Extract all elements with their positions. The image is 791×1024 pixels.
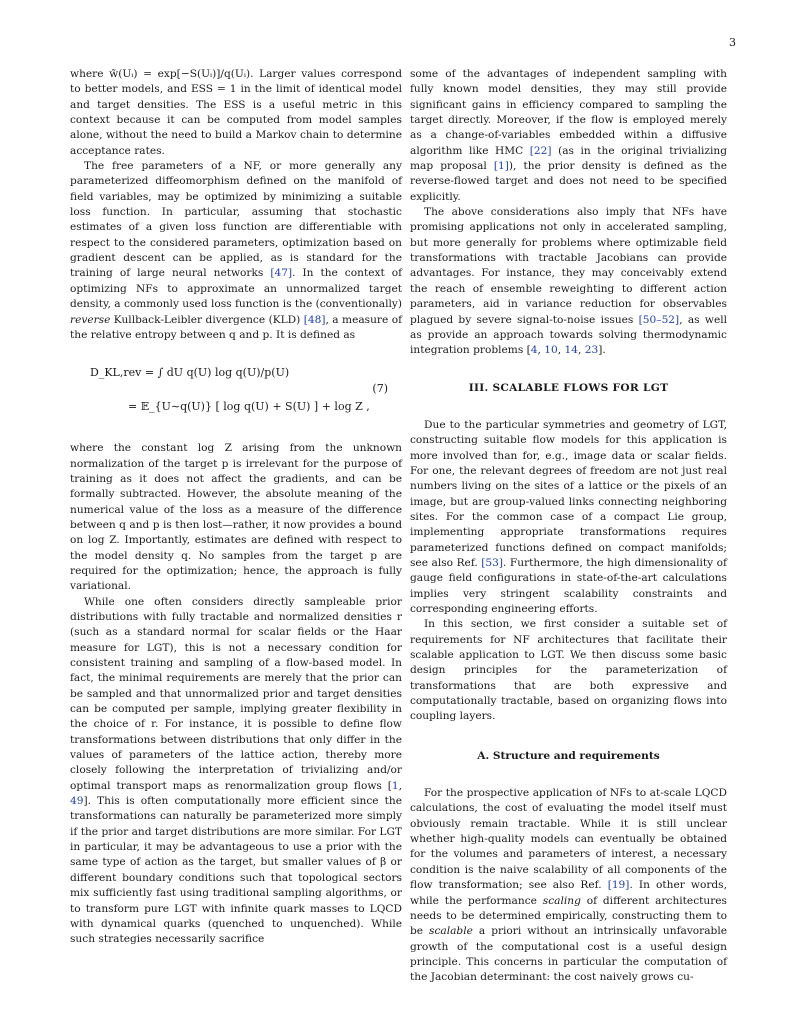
page-number: 3 <box>729 36 736 49</box>
citation-link[interactable]: 23 <box>584 344 599 357</box>
right-column <box>410 67 727 986</box>
citation-link[interactable]: [48] <box>303 313 326 326</box>
left-column <box>70 67 402 948</box>
citation-link[interactable]: [53] <box>481 556 504 569</box>
citation-link[interactable]: 49 <box>70 795 84 808</box>
citation-link[interactable]: 14 <box>564 344 578 357</box>
equation-line-2: = 𝔼_{U∼q(U)} [ log q(U) + S(U) ] + log Z , <box>128 400 370 414</box>
paragraph: where the constant log Z arising from the unknown normalization of the target p is irrelevant for the purpose of training as it does not affect the gradients, and can be formally subtracted. However, the absolute meaning of the numerical value of the loss as a measure of the difference between q and p is then lost—rather, it now provides a bound on log Z. Importantly, estimates are defined with respect to the model density q. No samples from the target p are required for the optimization; hence, the approach is fully variational. <box>70 442 402 593</box>
paragraph: While one often considers directly sampleable prior distributions with fully tractable and normalized densities r (such as a standard normal for scalar fields or the Haar measure for LGT), this is not a necessary condition for consistent training and sampling of a flow-based model. In fact, the minimal requirements are merely that the prior can be sampled and that unnormalized prior and target densities can be computed per sample, implying greater flexibility in the choice of r. For instance, it is possible to define flow transformations between distributions that only differ in the values of parameters of the lattice action, thereby more closely following the interpretation of trivializing and/or optimal transport maps as renormalization group flows [1, 49]. This is often computationally more efficient since the transformations can naturally be parameterized more simply if the prior and target distributions are more similar. For LGT in particular, it may be advantageous to use a prior with the same type of action as the target, but smaller values of β or different boundary conditions such that topological sectors mix sufficiently fast using traditional sampling algorithms, or to transform pure LGT with infinite quark masses to LQCD with dynamical quarks (quenched to unquenched). While such strategies necessarily sacrifice <box>70 595 402 946</box>
citation-link[interactable]: [19] <box>607 879 630 892</box>
equation-7 <box>70 357 402 427</box>
paragraph: The above considerations also imply that NFs have promising applications not only in accelerated sampling, but more generally for problems where optimizable field transformations with tractable Jacobians can provide advantages. For instance, they may conceivably extend the reach of ensemble reweighting to different action parameters, aid in variance reduction for observables plagued by severe signal-to-noise issues [50–52], as well as provide an approach towards solving thermodynamic integration problems [4, 10, 14, 23]. <box>410 206 727 357</box>
paragraph: Due to the particular symmetries and geometry of LGT, constructing suitable flow models for this application is more involved than for, e.g., image data or scalar fields. For one, the relevant degrees of freedom are not just real numbers living on the sites of a lattice or the pixels of an image, but are group-valued links connecting neighboring sites. For the common case of a compact Lie group, implementing appropriate transformations requires parameterized functions defined on compact manifolds; see also Ref. [53]. Furthermore, the high dimensionality of gauge field configurations in state-of-the-art calculations implies very stringent scalability constraints and corresponding engineering efforts. <box>410 418 727 615</box>
citation-link[interactable]: [50–52] <box>638 313 680 326</box>
citation-link[interactable]: 10 <box>544 344 558 357</box>
paragraph: In this section, we first consider a suitable set of requirements for NF architectures that facilitate their scalable application to LGT. We then discuss some basic design principles for the parameterization of transformations that are both expressive and computationally tractable, based on organizing flows into coupling layers. <box>410 618 727 723</box>
paragraph: some of the advantages of independent sampling with fully known model densities, they may still provide significant gains in efficiency compared to sampling the target directly. Moreover, if the flow is employed merely as a change-of-variables embedded within a diffusive algorithm like HMC [22] (as in the original trivializing map proposal [1]), the prior density is defined as the reverse-flowed target and does not need to be specified explicitly. <box>410 68 728 203</box>
citation-link[interactable]: [22] <box>529 144 552 157</box>
subsection-heading: A. Structure and requirements <box>477 749 660 762</box>
paragraph: For the prospective application of NFs to at-scale LQCD calculations, the cost of evaluating the model itself must obviously remain tractable. While it is still unclear whether high-quality models can eventually be obtained for the volumes and parameters of interest, a necessary condition is the naive scalability of all components of the flow transformation; see also Ref. [19]. In other words, while the performance scaling of different architectures needs to be determined empirically, constructing them to be scalable a priori without an intrinsically unfavorable growth of the computational cost is a useful design principle. This concerns in particular the computation of the Jacobian determinant: the cost naively grows cu- <box>410 787 727 984</box>
section-heading: III. SCALABLE FLOWS FOR LGT <box>468 381 669 394</box>
equation-line-1: D_KL,rev = ∫ dU q(U) log q(U)/p(U) <box>90 366 290 380</box>
equation-number: (7) <box>372 382 388 396</box>
citation-link[interactable]: 1 <box>391 779 399 792</box>
paragraph: The free parameters of a NF, or more generally any parameterized diffeomorphism defined on the manifold of field variables, may be optimized by minimizing a suitable loss function. In particular, assuming that stochastic estimates of a given loss function are differentiable with respect to the considered parameters, optimization based on gradient descent can be applied, as is standard for the training of large neural networks [47]. In the context of optimizing NFs to approximate an unnormalized target density, a commonly used loss function is the (conventionally) reverse Kullback-Leibler divergence (KLD) [48], a measure of the relative entropy between q and p. It is defined as <box>70 160 403 341</box>
citation-link[interactable]: [47] <box>270 267 293 280</box>
paragraph: where w̃(Uᵢ) = exp[−S(Uᵢ)]/q(Uᵢ). Larger values correspond to better models, and ESS = 1 in the limit of identical model and target densities. The ESS is a useful metric in this context because it can be computed from model samples alone, without the need to build a Markov chain to determine acceptance rates. <box>70 68 402 157</box>
citation-link[interactable]: 4 <box>530 344 538 357</box>
citation-link[interactable]: [1] <box>493 160 509 173</box>
